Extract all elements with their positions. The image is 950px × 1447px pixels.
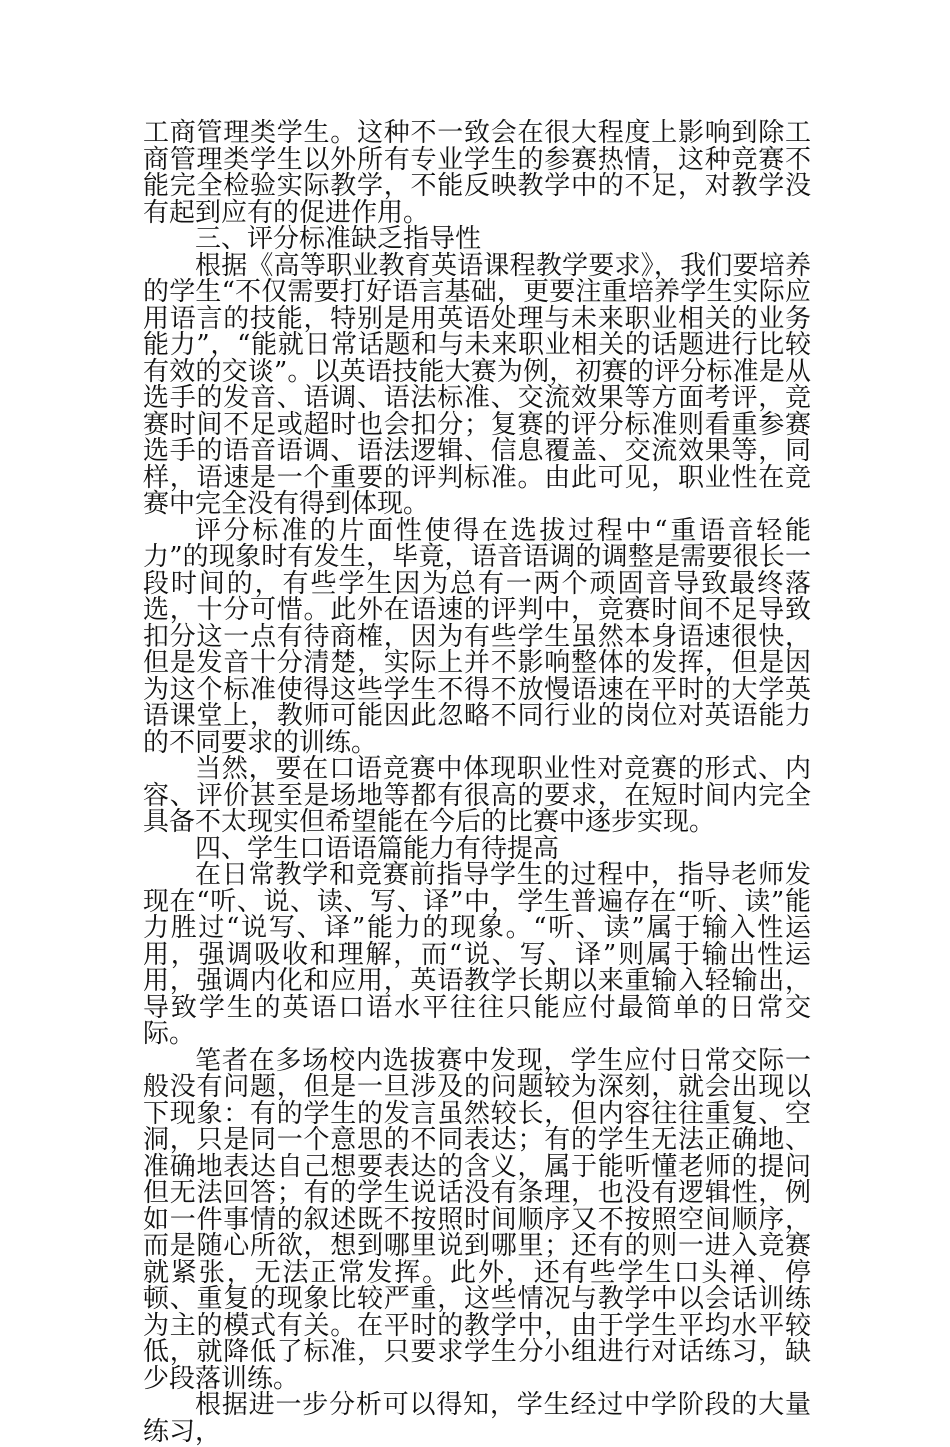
paragraph: 评分标准的片面性使得在选拔过程中“重语音轻能力”的现象时有发生，毕竟，语音语调的调整是需要很长一段时间的，有些学生因为总有一两个顽固音导致最终落选，十分可惜。此外在语速的评判中，竞赛时间不足导致扣分这一点有待商榷，因为有些学生虽然本身语速很快，但是发音十分清楚，实际上并不影响整体的发挥，但是因为这个标准使得这些学生不得不放慢语速在平时的大学英语课堂上，教师可能因此忽略不同行业的岗位对英语能力的不同要求的训练。 (143, 515, 811, 758)
paragraph: 在日常教学和竞赛前指导学生的过程中，指导老师发现在“听、说、读、写、译”中，学生普遍存在“听、读”能力胜过“说写、译”能力的现象。“听、读”属于输入性运用，强调吸收和理解，而“说、写、译”则属于输出性运用，强调内化和应用，英语教学长期以来重输入轻输出，导致学生的英语口语水平往往只能应付最简单的日常交际。 (143, 860, 811, 1049)
section-heading-4: 四、学生口语语篇能力有待提高 (195, 833, 560, 864)
document-page (143, 120, 811, 1445)
section-heading-3: 三、评分标准缺乏指导性 (195, 224, 482, 254)
paragraph: 当然，要在口语竞赛中体现职业性对竞赛的形式、内容、评价甚至是场地等都有很高的要求，在短时间内完全具备不太现实但希望能在今后的比赛中逐步实现。 (143, 754, 811, 837)
paragraph: 根据进一步分析可以得知，学生经过中学阶段的大量练习， (143, 1390, 811, 1447)
paragraph-continuation: 工商管理类学生。这种不一致会在很大程度上影响到除工商管理类学生以外所有专业学生的参赛热情，这种竞赛不能完全检验实际教学，不能反映教学中的不足，对教学没有起到应有的促进作用。 (143, 118, 811, 228)
paragraph: 笔者在多场校内选拔赛中发现，学生应付日常交际一般没有问题，但是一旦涉及的问题较为深刻，就会出现以下现象：有的学生的发言虽然较长，但内容往往重复、空洞，只是同一个意思的不同表达；有的学生无法正确地、准确地表达自己想要表达的含义，属于能听懂老师的提问但无法回答；有的学生说话没有条理，也没有逻辑性，例如一件事情的叙述既不按照时间顺序又不按照空间顺序，而是随心所欲，想到哪里说到哪里；还有的则一进入竞赛就紧张，无法正常发挥。此外，还有些学生口头禅、停顿、重复的现象比较严重，这些情况与教学中以会话训练为主的模式有关。在平时的教学中，由于学生平均水平较低，就降低了标准，只要求学生分小组进行对话练习，缺少段落训练。 (143, 1045, 811, 1394)
paragraph: 根据《高等职业教育英语课程教学要求》，我们要培养的学生“不仅需要打好语言基础，更要注重培养学生实际应用语言的技能，特别是用英语处理与未来职业相关的业务能力”，“能就日常话题和与未来职业相关的话题进行比较有效的交谈”。以英语技能大赛为例，初赛的评分标准是从选手的发音、语调、语法标准、交流效果等方面考评，竞赛时间不足或超时也会扣分；复赛的评分标准则看重参赛选手的语音语调、语法逻辑、信息覆盖、交流效果等，同样，语速是一个重要的评判标准。由此可见，职业性在竞赛中完全没有得到体现。 (143, 250, 811, 519)
